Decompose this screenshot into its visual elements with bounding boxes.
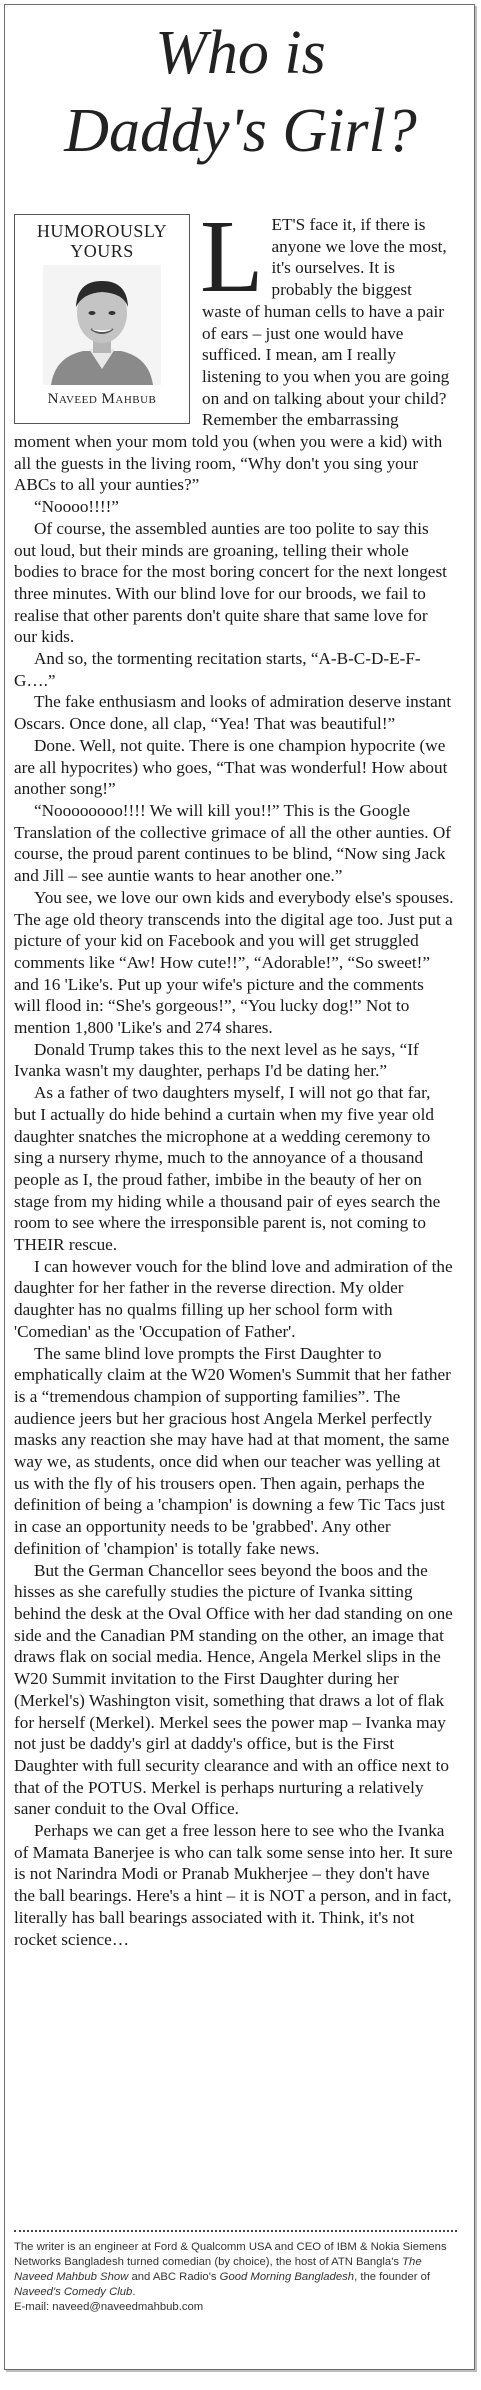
paragraph: But the German Chancellor sees beyond the boos and the hisses as she carefully studies the picture of Ivanka sitting behind the desk at the Oval Office with her dad standing on one side and the Canadian PM standing on the other, an image that draws flak on social media. Hence, Angela Merkel slips in the W20 Summit invitation to the First Daughter during her (Merkel's) Washington visit, something that draws a lot of flak for herself (Merkel). Merkel sees the power map – Ivanka may not just be daddy's girl at daddy's office, but is the First Daughter with full security clearance and with an office next to that of the POTUS. Merkel is perhaps nurturing a relatively saner conduit to the Oval Office. [14, 1560, 453, 1819]
paragraph: “Noooooooo!!!! We will kill you!!” This is the Google Translation of the collective grimace of all the other aunties. Of course, the proud parent continues to be blind, “Now sing Jack and Jill – see auntie wants to hear another one.” [14, 800, 452, 886]
paragraph: The same blind love prompts the First Daughter to emphatically claim at the W20 Women's Summit that her father is a “tremendous champion of supporting families”. The audience jeers but her gracious host Angela Merkel perfectly masks any reaction she may have had at that moment, the same way we, as students, once did when our teacher was yelling at us with the fly of his trousers open. Then again, perhaps the definition of being a 'champion' is downing a few Tic Tacs just in case an opportunity needs to be 'grabbed'. Any other definition of 'champion' is totally fake news. [14, 1343, 451, 1558]
bio-text-part: . [132, 2286, 136, 2298]
paragraph: ET'S face it, if there is anyone we love the most, it's ourselves. It is probably the biggest waste of human cells to have a pair of ears – just one would have sufficed. I mean, am I really listening to you when you are going on and on talking about your child? Remember the embarrassing moment when your mom told you (when you were a kid) with all the guests in the living room, “Why don't you sing your ABCs to all your aunties?” [14, 215, 450, 495]
bio-club-name: Naveed's Comedy Club [14, 2286, 133, 2298]
paragraph: The fake enthusiasm and looks of admiration deserve instant Oscars. Once done, all clap, “Yea! That was beautiful!” [14, 692, 452, 734]
author-name: Naveed Mahbub [47, 391, 157, 407]
paragraph: Donald Trump takes this to the next level as he says, “If Ivanka wasn't my daughter, perhaps I'd be dating her.” [14, 1039, 419, 1081]
bio-text-part: The writer is an engineer at Ford & Qualcomm USA and CEO of IBM & Nokia Siemens Networks Bangladesh turned comedian (by choice), the host of ATN Bangla's [14, 2241, 447, 2268]
paragraph: As a father of two daughters myself, I will not go that far, but I actually do hide behind a curtain when my five year old daughter snatches the microphone at a wedding ceremony to sing a nursery rhyme, much to the annoyance of a thousand people as I, the proud father, imbibe in the beauty of her on stage from my hiding while a thousand pair of eyes search the room to see where the irresponsible parent is, not coming to THEIR rescue. [14, 1083, 441, 1255]
paragraph: Of course, the assembled aunties are too polite to say this out loud, but their minds are groaning, telling their whole bodies to brace for the most boring concert for the next longest three minutes. With our blind love for our broods, we fail to realise that other parents don't quite share that same love for our kids. [14, 518, 447, 647]
paragraph: Done. Well, not quite. There is one champion hypocrite (we are all hypocrites) who goes, “That was wonderful! How about another song!” [14, 735, 448, 799]
paragraph: I can however vouch for the blind love and admiration of the daughter for her father in the reverse direction. My older daughter has no qualms filling up her school form with 'Comedian' as the 'Occupation of Father'. [14, 1256, 453, 1341]
title-line-2: Daddy's Girl? [64, 97, 417, 165]
author-bio [14, 2240, 460, 2315]
drop-cap: L [200, 199, 264, 314]
title-line-1: Who is [155, 19, 326, 87]
author-photo [43, 265, 161, 385]
bio-text-part: and ABC Radio's [128, 2271, 220, 2283]
footnote-divider [14, 2230, 457, 2232]
column-badge [14, 214, 190, 424]
author-email: E-mail: naveed@naveedmahbub.com [14, 2301, 204, 2313]
bio-show-name: The Naveed Mahbub Show [14, 2256, 422, 2283]
column-heading-line-2: YOURS [70, 241, 134, 261]
bio-show-name: Good Morning Bangladesh [219, 2271, 355, 2283]
column-heading [15, 221, 189, 261]
author-bio-text [14, 2240, 460, 2300]
paragraph: “Noooo!!!!” [34, 497, 119, 517]
paragraph: Perhaps we can get a free lesson here to see who the Ivanka of Mamata Banerjee is who can talk some sense into her. It sure is not Narindra Modi or Pranab Mukherjee – they don't have the ball bearings. Here's a hint – it is NOT a person, and in fact, literally has ball bearings associated with it. Think, it's not rocket science… [14, 1821, 453, 1949]
paragraph: And so, the tormenting recitation starts, “A-B-C-D-E-F-G….” [14, 649, 421, 690]
article-body [14, 199, 454, 1950]
bio-text-part: , the founder of [354, 2271, 431, 2283]
paragraph: You see, we love our own kids and everybody else's spouses. The age old theory transcends into the digital age too. Just put a picture of your kid on Facebook and you will get struggled comments like “Aw! How cute!!”, “Adorable!”, “So sweet!” and 16 'Like's. Put up your wife's picture and the comments will flood in: “She's gorgeous!”, “You lucky dog!” Not to mention 1,800 'Like's and 274 shares. [14, 887, 454, 1038]
column-heading-line-1: HUMOROUSLY [36, 221, 168, 241]
author-portrait-icon [43, 265, 161, 385]
